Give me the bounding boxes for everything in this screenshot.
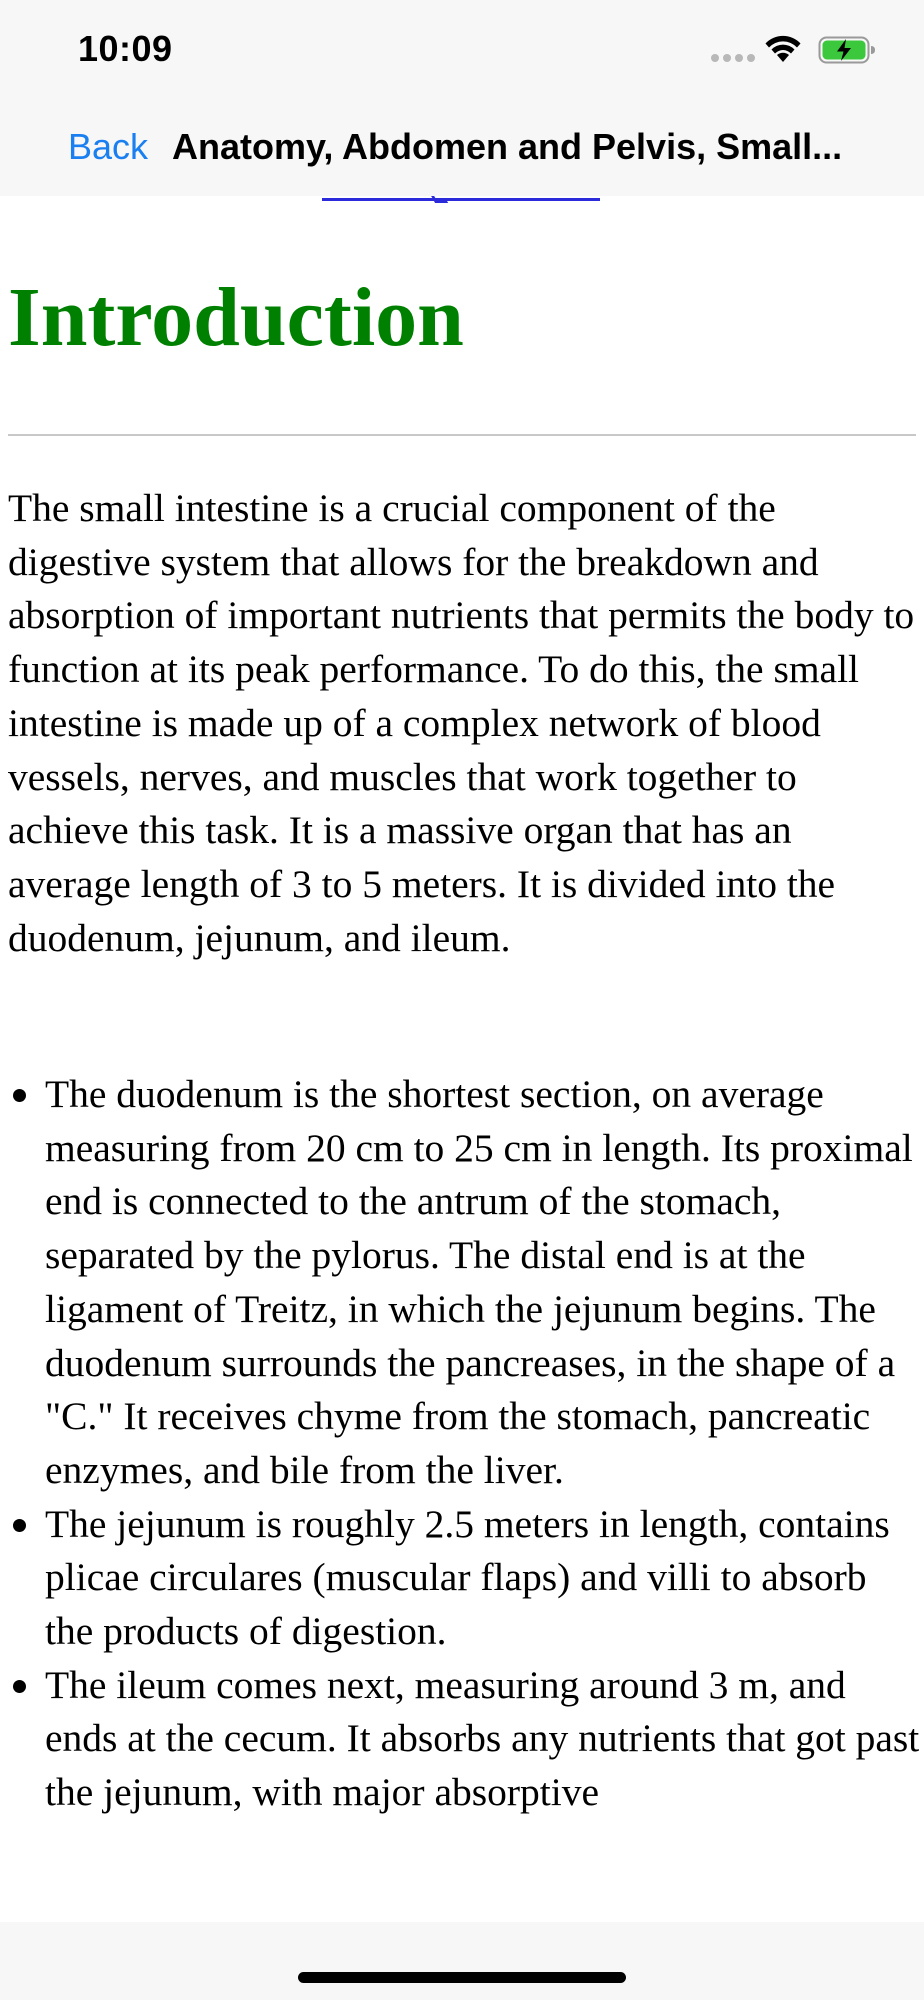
home-indicator[interactable]	[298, 1972, 626, 1983]
back-button[interactable]: Back	[68, 126, 149, 167]
section-divider	[8, 434, 916, 436]
status-bar	[0, 0, 924, 100]
battery-charging-icon	[818, 36, 876, 64]
section-title: Introduction	[8, 271, 464, 364]
list-item-jejunum: The jejunum is roughly 2.5 meters in length, contains plicae circulares (muscular flaps) and villi to absorb the products of digestion.	[8, 1498, 924, 1659]
wifi-icon	[763, 34, 803, 64]
page-title: Anatomy, Abdomen and Pelvis, Small...	[172, 126, 843, 167]
article-content[interactable]	[0, 196, 924, 1922]
list-item-duodenum: The duodenum is the shortest section, on average measuring from 20 cm to 25 cm in length. Its proximal end is connected to the antrum of the stomach, separated by the pylorus. The distal end is at the ligament of Treitz, in which the jejunum begins. The duodenum surrounds the pancreases, in the shape of a "C." It receives chyme from the stomach, pancreatic enzymes, and bile from the liver.	[8, 1068, 924, 1498]
home-indicator-area	[0, 1922, 924, 2000]
status-time: 10:09	[78, 28, 173, 69]
intro-paragraph: The small intestine is a crucial component of the digestive system that allows for the breakdown and absorption of important nutrients that permits the body to function at its peak performance. To do this, the small intestine is made up of a complex network of blood vessels, nerves, and muscles that work together to achieve this task. It is a massive organ that has an average length of 3 to 5 meters. It is divided into the duodenum, jejunum, and ileum.	[8, 486, 915, 960]
scrolled-off-link-underline[interactable]	[322, 196, 600, 201]
signal-dots-icon	[711, 54, 755, 62]
list-item-ileum: The ileum comes next, measuring around 3 m, and ends at the cecum. It absorbs any nutrients that got past the jejunum, with major absorptive	[8, 1659, 924, 1820]
navigation-bar	[0, 100, 924, 196]
intestine-sections-list	[8, 1068, 924, 1820]
